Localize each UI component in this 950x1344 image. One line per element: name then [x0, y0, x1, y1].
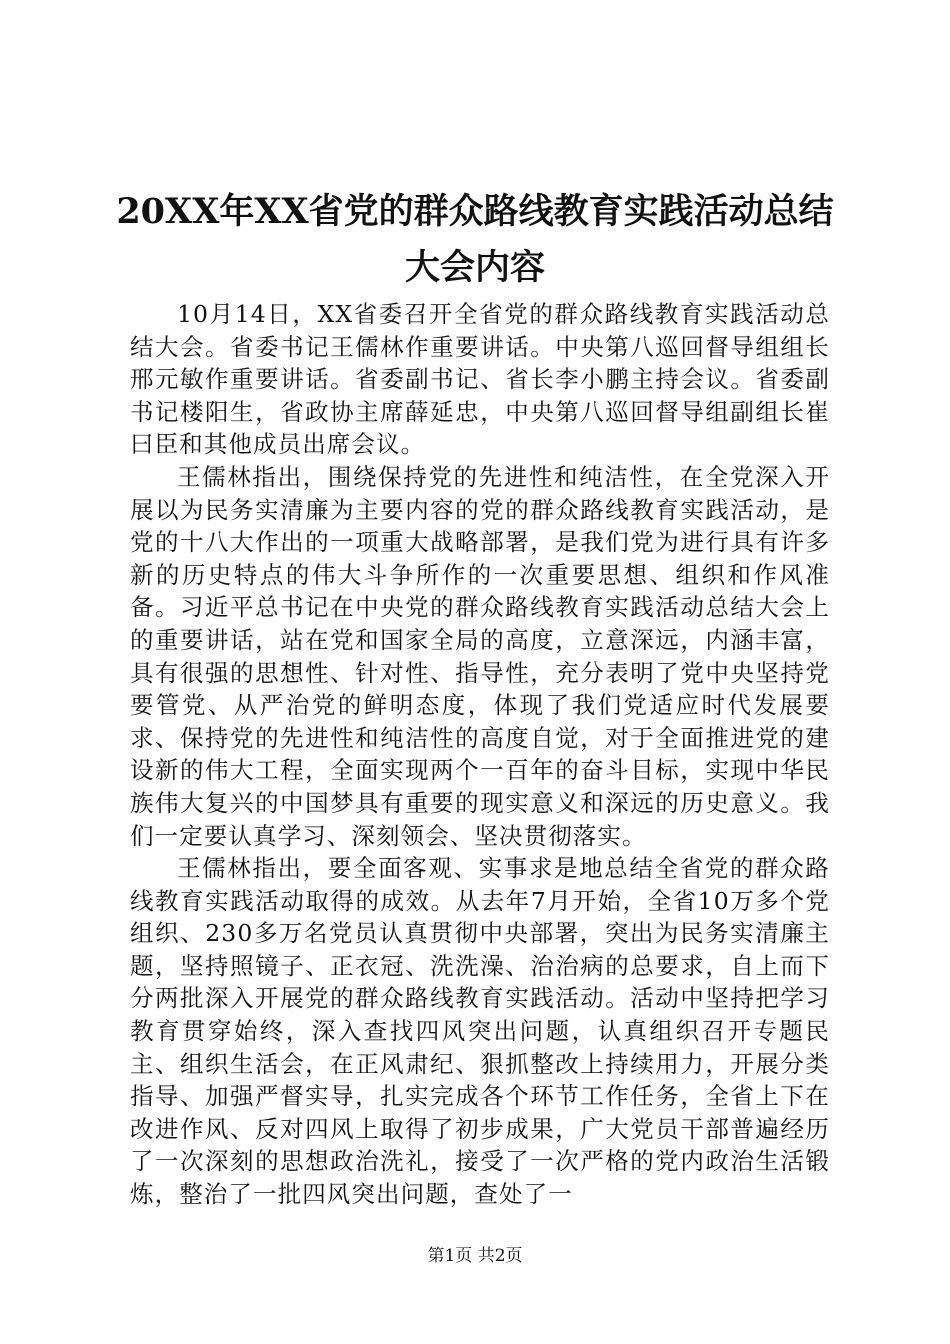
paragraph-1: 10月14日，XX省委召开全省党的群众路线教育实践活动总结大会。省委书记王儒林作重要讲话。中央第八巡回督导组组长邢元敏作重要讲话。省委副书记、省长李小鹏主持会议。省委副书记楼阳生，省政协主席薛延忠，中央第八巡回督导组副组长崔曰臣和其他成员出席会议。 [130, 300, 830, 459]
title-line-2: 大会内容 [404, 247, 545, 288]
paragraph-2: 王儒林指出，围绕保持党的先进性和纯洁性，在全党深入开展以为民务实清廉为主要内容的党的群众路线教育实践活动，是党的十八大作出的一项重大战略部署，是我们党为进行具有许多新的历史特点的伟大斗争所作的一次重要思想、组织和作风准备。习近平总书记在中央党的群众路线教育实践活动总结大会上的重要讲话，站在党和国家全局的高度，立意深远，内涵丰富，具有很强的思想性、针对性、指导性，充分表明了党中央坚持党要管党、从严治党的鲜明态度，体现了我们党适应时代发展要求、保持党的先进性和纯洁性的高度自觉，对于全面推进党的建设新的伟大工程，全面实现两个一百年的奋斗目标，实现中华民族伟大复兴的中国梦具有重要的现实意义和深远的历史意义。我们一定要认真学习、深刻领会、坚决贯彻落实。 [130, 462, 830, 850]
paragraph-3: 王儒林指出，要全面客观、实事求是地总结全省党的群众路线教育实践活动取得的成效。从去年7月开始，全省10万多个党组织、230多万名党员认真贯彻中央部署，突出为民务实清廉主题，坚持照镜子、正衣冠、洗洗澡、治治病的总要求，自上而下分两批深入开展党的群众路线教育实践活动。活动中坚持把学习教育贯穿始终，深入查找四风突出问题，认真组织召开专题民主、组织生活会，在正风肃纪、狠抓整改上持续用力，开展分类指导、加强严督实导，扎实完成各个环节工作任务，全省上下在改进作风、反对四风上取得了初步成果，广大党员干部普遍经历了一次深刻的思想政治洗礼，接受了一次严格的党内政治生活锻炼，整治了一批四风突出问题，查处了一 [130, 854, 830, 1209]
document-body [130, 298, 830, 1211]
document-title [100, 184, 850, 296]
title-line-1: 20XX年XX省党的群众路线教育实践活动总结 [116, 191, 834, 232]
page-number: 第1页 共2页 [427, 1246, 523, 1266]
